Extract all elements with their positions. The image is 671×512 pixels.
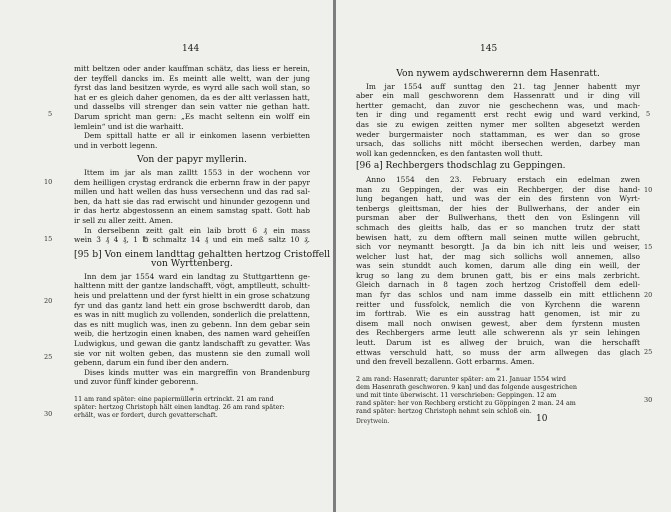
- text-line: hat er es gleich daher genomen, da es der altt verlassen hatt,: [74, 92, 310, 102]
- text-line: Inn dem jar 1554 ward ein landtag zu Stuttgarttenn ge-: [84, 271, 310, 281]
- text-line: sie vor nit wolten geben, das mustenn sie den zumall woll: [74, 348, 310, 358]
- text-line: und in verbott legenn.: [74, 140, 158, 150]
- section-heading: [96 a] Rechbergers thodschlag zu Geppingen.: [356, 161, 566, 172]
- text-line: Anno 1554 den 23. February erstach ein edelman zwen: [366, 174, 640, 184]
- text-line: bewisen hatt, zu dem offtern mall seinen mutte willen gebrucht,: [356, 232, 640, 242]
- text-line: es was in nitt muglich zu vollenden, sonderlich die prelattenn,: [74, 310, 310, 320]
- text-line: disem mall noch onwisen gewest, aber dem fyrstenn musten: [356, 318, 640, 328]
- footnote-line: und mit tinte überwischt. 11 verschrieben: Geppingen. 12 am: [356, 390, 557, 399]
- text-line: weder burgermaister noch stattamman, es wer dan so grose: [356, 129, 640, 139]
- text-line: der teyffell dancks im. Es meintt alle weltt, wan der jung: [74, 73, 310, 83]
- line-number: 25: [44, 353, 53, 361]
- text-line: Im jar 1554 auff sunttag den 21. tag Jenner habentt myr: [366, 81, 640, 91]
- footnote-marker: *: [190, 387, 194, 395]
- left-page: [0, 0, 335, 512]
- footnote-line: dem Hasenrath geschworen. 9 kan] und das folgende ausgestrichen: [356, 382, 578, 391]
- text-line: und den frevell bezallenn. Gott erbarms. Amen.: [356, 357, 535, 367]
- signature-mark: Dreytwein.: [356, 417, 390, 425]
- text-line: ir das hertz abgestossenn an einem samstag spatt. Gott hab: [74, 206, 310, 216]
- text-line: man fyr das schlos und nam imme dasselb ein mitt ettlichenn: [356, 290, 640, 300]
- text-line: reitter und fussfolck, nemlich die von Kyrchenn die warenn: [356, 299, 640, 309]
- text-line: tenbergs gleittsman, der hies der Bullwerhans, der ander ein: [356, 203, 640, 213]
- text-line: ben, da hatt sie das rad erwischt und hinunder gezogenn und: [74, 196, 310, 206]
- text-line: Dises kinds mutter was ein margreffin von Brandenburg: [84, 367, 310, 377]
- line-number: 10: [644, 186, 653, 194]
- text-line: sich vor neymantt besorgtt. Ja da bin ich nitt leis und weiser,: [356, 242, 640, 252]
- footnote-marker: *: [496, 366, 500, 375]
- text-line: und dasselbs vill strenger dan sein vatter nie gethan hatt.: [74, 102, 310, 112]
- text-line: hertter gemacht, dan zuvor nie geschechenn was, und mach-: [356, 100, 640, 110]
- text-line: millen und hatt wellen das huss versechenn und das rad sal-: [74, 187, 310, 197]
- text-line: halttenn mitt der gantze landschafft, vögt, amptlleutt, schultt-: [74, 281, 310, 291]
- text-line: was sein stunddt auch komen, darum alle ding ein weill, der: [356, 261, 640, 271]
- line-number: 15: [44, 235, 53, 243]
- text-line: des Rechbergers arme leutt alle schwerenn als yr sein lehingen: [356, 328, 640, 338]
- footnote-line: rand später: her von Rechberg ersticht zu Göppingen 2 man. 24 am: [356, 398, 576, 407]
- text-line: Dem spittall hatte er all ir einkomen lasenn verbietten: [84, 131, 310, 141]
- footnote-line: 11 am rand später: eine papiermüllerin ertrinckt. 21 am rand: [74, 395, 274, 403]
- text-line: weib, die hertzogin einen knaben, des namen ward geheiſſen: [74, 329, 310, 339]
- footnote-line: rand später: hertzog Christoph nehmt sein schloß ein.: [356, 406, 532, 415]
- line-number: 5: [646, 110, 651, 118]
- text-line: heis und prelattenn und der fyrst hieltt in ein grose schatzung: [74, 291, 310, 301]
- line-number: 15: [644, 243, 653, 251]
- text-line: krug so lang zu dem brunen gatt, bis er eins mals zerbricht.: [356, 270, 640, 280]
- line-number: 20: [644, 291, 653, 299]
- text-line: wein 3 ₰ 4 ₰, 1 ℔ schmaltz 14 ₰ und ein meß saltz 10 ₰.: [74, 235, 310, 245]
- footnote-line: 2 am rand: Hasenratt; darunter später: am 21. Januar 1554 wird: [356, 374, 566, 383]
- text-line: woll kan gedennck̄en, es den fantasten woll thutt.: [356, 148, 543, 158]
- text-line: ursach, das sollichs nitt möcht ibersechen werden, darbey man: [356, 139, 640, 149]
- text-line: lung begangen hatt, und was der ein des firstenn von Wyrt-: [356, 194, 640, 204]
- page-number: 145: [480, 44, 498, 54]
- text-line: Ittem im jar als man zalltt 1553 in der wochenn vor: [84, 167, 310, 177]
- text-line: schmach des gleitts halb, das er so manchen trutz der statt: [356, 222, 640, 232]
- line-number: 10: [44, 178, 53, 186]
- text-line: pursman aber der Bullwerhans, thett den von Eslingenn vill: [356, 213, 640, 223]
- text-line: fyrst das land besitzen wyrde, es wyrd alle sach woll stan, so: [74, 83, 310, 93]
- line-number: 5: [48, 110, 53, 118]
- line-number: 30: [44, 410, 53, 418]
- line-number: 30: [644, 396, 653, 404]
- text-line: leutt. Darum ist es allweg der bruich, wan die herschafft: [356, 338, 640, 348]
- text-line: Gleich darnach in 8 tagen zoch hertzog Cristoffell dem edell-: [356, 280, 640, 290]
- right-page: [336, 0, 671, 512]
- text-line: gebenn, darum ein fund iber den andern.: [74, 358, 229, 368]
- text-line: man zu Geppingen, der was ein Rechberger, der dise hand-: [356, 184, 640, 194]
- text-line: das es nitt muglich was, inen zu gebenn. Inn dem gebar sein: [74, 319, 310, 329]
- left-text-block: [74, 64, 331, 419]
- text-line: ettwas verschuld hatt, so muss der arm allwegen das glach: [356, 347, 640, 357]
- right-text-block: [356, 64, 640, 427]
- line-number: 25: [644, 348, 653, 356]
- text-line: im forttrab. Wie es ein ausstrag hatt genomen, ist mir zu: [356, 309, 640, 319]
- footnote-line: später: hertzog Christoph hält einen landtag. 26 am rand später:: [74, 403, 285, 411]
- text-line: und zuvor fünff kinder geborenn.: [74, 377, 199, 387]
- section-heading-continued: von Wyrttenberg.: [151, 258, 233, 270]
- text-line: In derselbenn zeitt galt ein laib brott 6 ₰ ein mass: [84, 225, 310, 235]
- section-heading: [95 b] Von einem landttag gehaltten hertzog Cristoffell: [74, 248, 331, 260]
- text-line: fyr und das gantz land hett ein grose bschwerdtt darob, dan: [74, 300, 310, 310]
- text-line: dem heilligen crystag erdranck die erbernn fraw in der papyr: [74, 177, 310, 187]
- text-line: welcher lust hat, der mag sich sollichs woll annemen, allso: [356, 251, 640, 261]
- page-number: 144: [182, 44, 200, 54]
- section-heading: Von nywem aydschwerernn dem Hasenratt.: [396, 68, 600, 79]
- text-line: aber ein mall geschworenn dem Hassenratt und ir ding vill: [356, 91, 640, 101]
- folio-number: 10: [536, 413, 548, 424]
- section-heading: Von der papyr myllerin.: [137, 154, 247, 166]
- text-line: ir sell zu aller zeitt. Amen.: [74, 215, 173, 225]
- line-number: 20: [44, 297, 53, 305]
- footnote-line: erhält, was er fordert, durch gevatterschaft.: [74, 411, 218, 419]
- text-line: lemlein“ und ist die warhaitt.: [74, 121, 184, 131]
- text-line: Ludwigkus, und gewan die gantz landschafft zu gevatter. Was: [74, 339, 310, 349]
- text-line: Darum spricht man gern: „Es macht seltenn ein wolff ein: [74, 111, 310, 121]
- text-line: das sie zu ewigen zeitten nymer mer sollten abgesetzt werden: [356, 119, 640, 129]
- text-line: ten ir ding und regamentt erst recht ewig und ward verkind,: [356, 110, 640, 120]
- text-line: mitt beltzen oder ander kauffman schätz, das liess er herein,: [74, 64, 310, 73]
